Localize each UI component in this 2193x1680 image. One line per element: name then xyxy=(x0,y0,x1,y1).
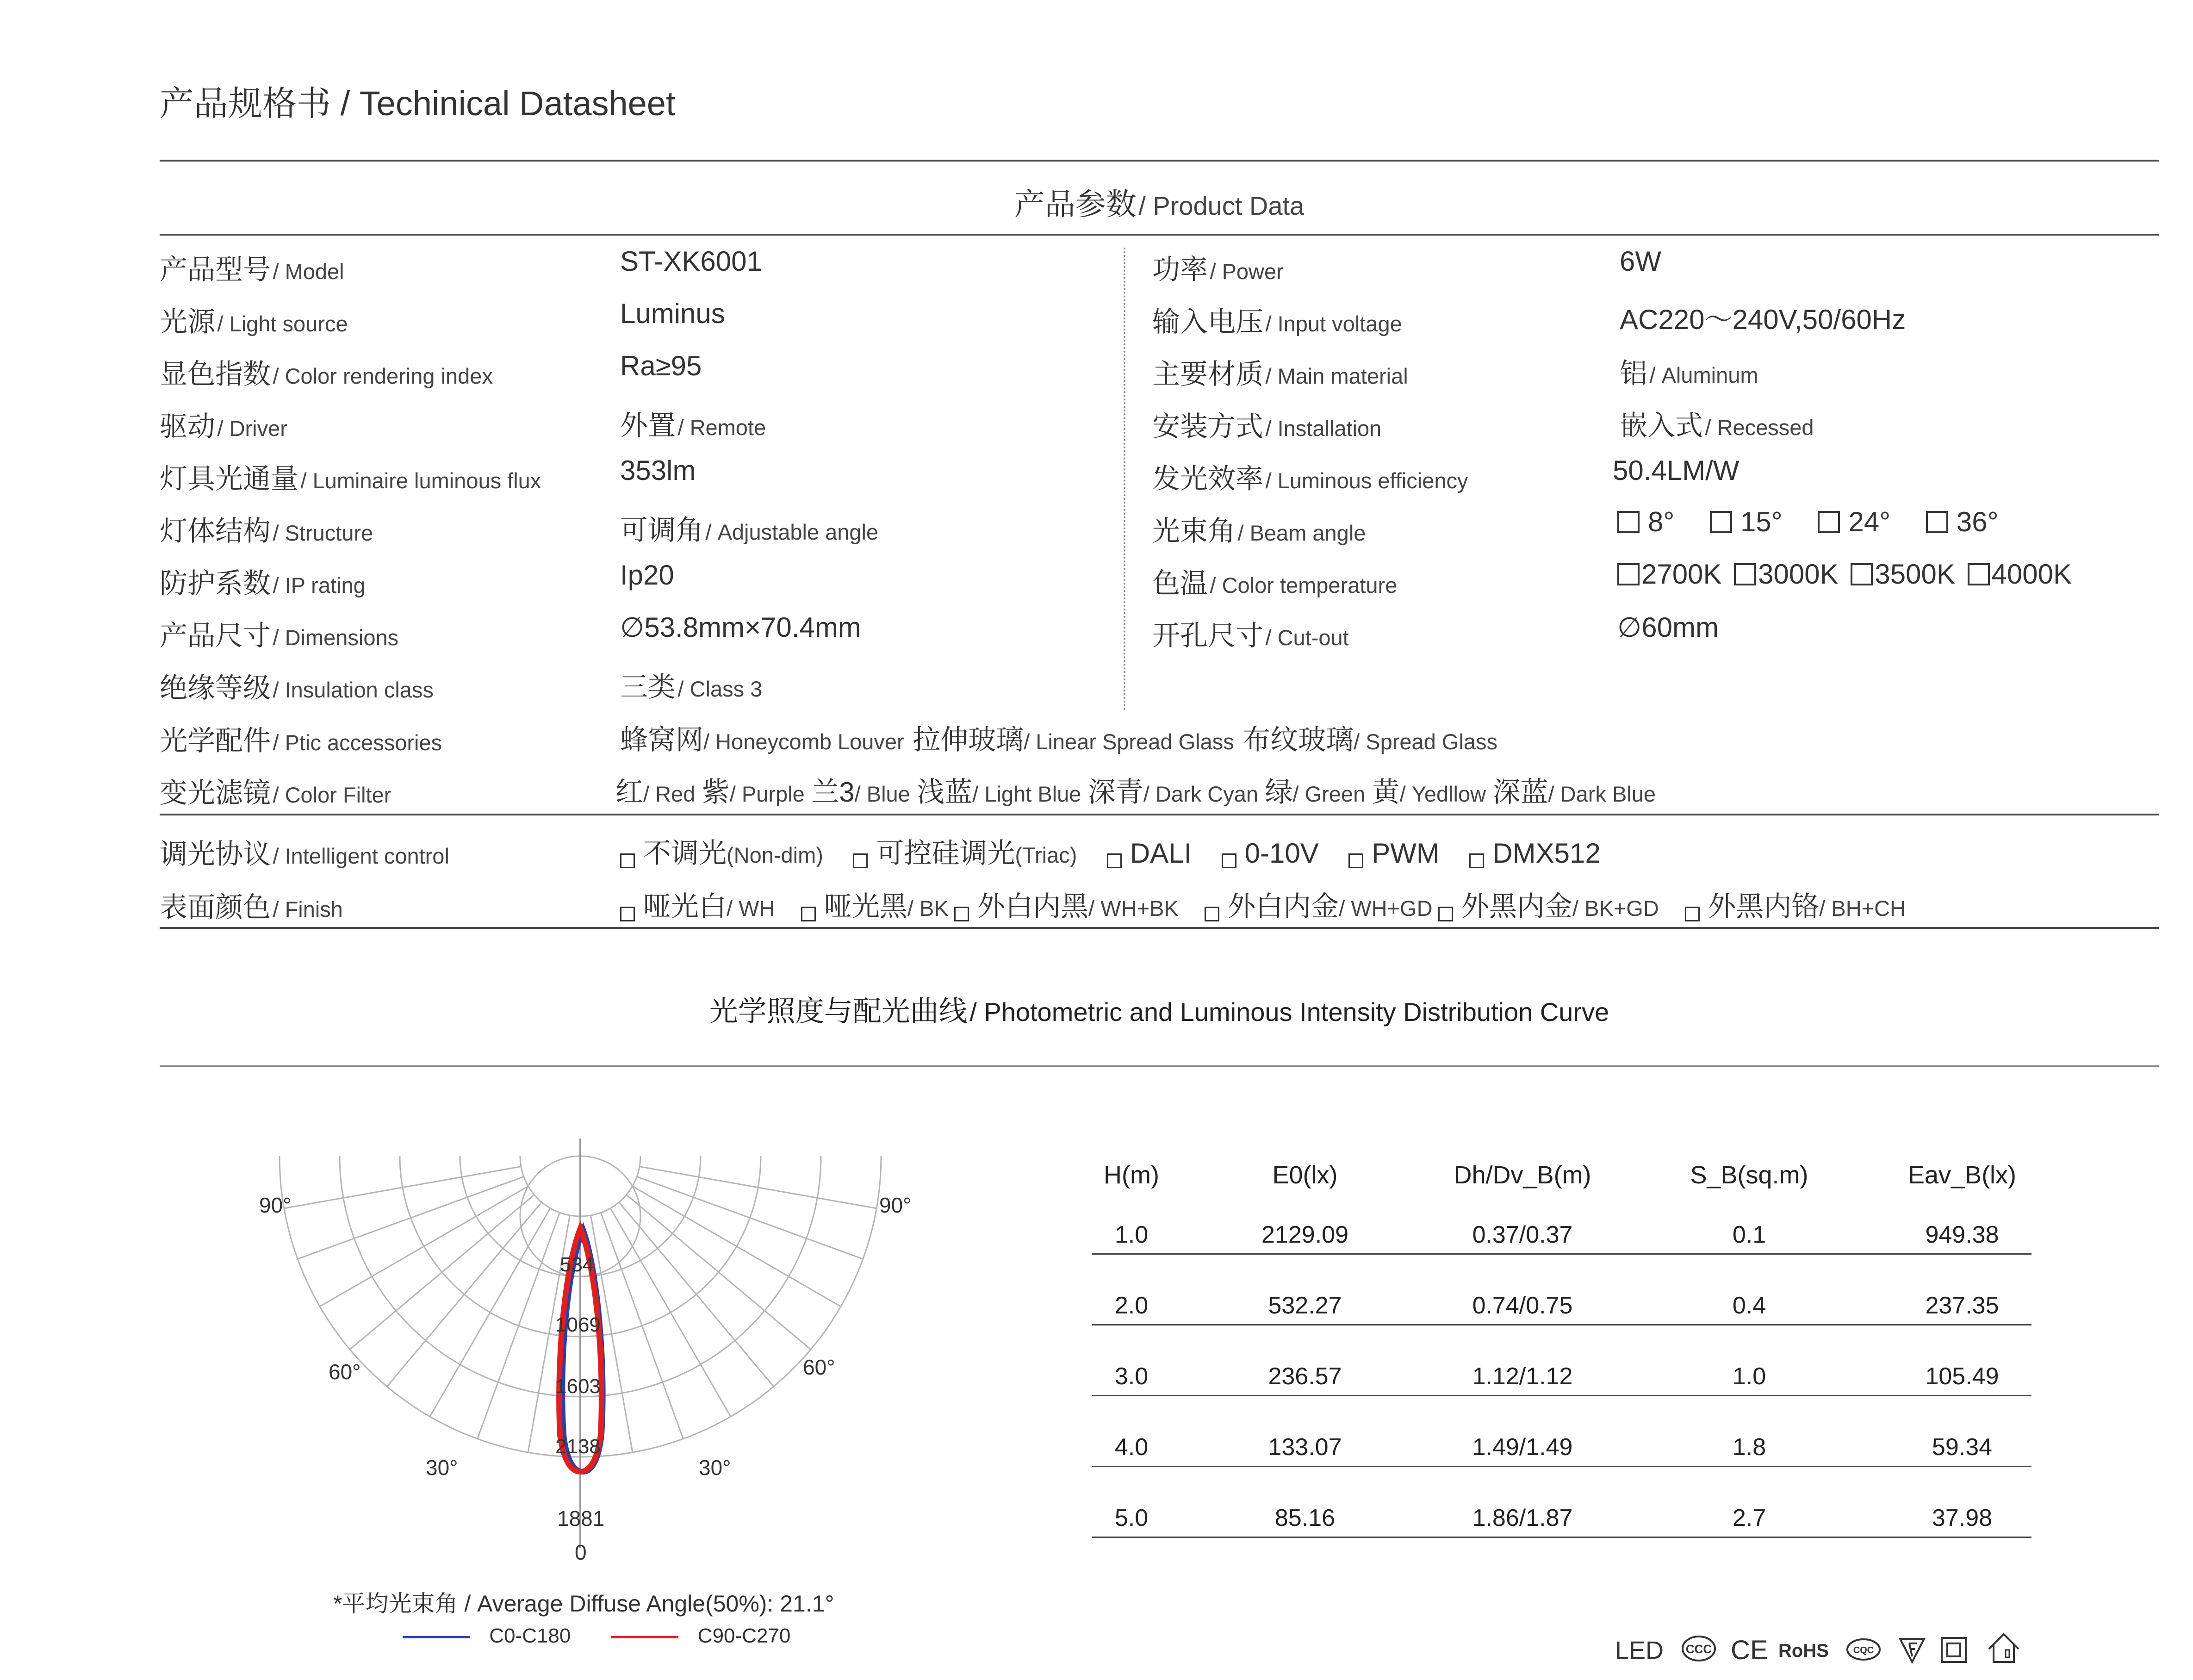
table-header: Eav_B(lx) xyxy=(1907,1161,2017,1189)
spec-row-installation xyxy=(1152,404,1381,444)
spec-value-cutout: ∅60mm xyxy=(1617,612,1719,643)
grid-radial xyxy=(478,1213,560,1439)
table-cell: 1.8 xyxy=(1732,1434,1766,1461)
grid-radial xyxy=(430,1208,550,1417)
cct-option-3500k[interactable]: 3500K xyxy=(1851,559,1955,590)
optics-item-cn: 拉伸玻璃 xyxy=(913,724,1024,755)
spec-label-en: / Input voltage xyxy=(1265,311,1402,336)
svg-text:CCC: CCC xyxy=(1685,1642,1712,1656)
checkbox[interactable] xyxy=(853,853,868,868)
spec-label-en: / Power xyxy=(1210,259,1284,284)
spec-label-cn: 开孔尺寸 xyxy=(1152,620,1263,651)
checkbox[interactable] xyxy=(1968,563,1990,585)
finish-option-wh-gd[interactable]: 外白内金/ WH+GD xyxy=(1205,910,1432,918)
table-cell: 37.98 xyxy=(1932,1505,1993,1531)
checkbox[interactable] xyxy=(620,853,635,868)
checkbox[interactable] xyxy=(954,907,969,921)
table-cell: 237.35 xyxy=(1925,1292,1999,1319)
spec-row-optics xyxy=(160,719,442,759)
optics-items xyxy=(620,718,1497,758)
spec-label-en: / Installation xyxy=(1265,416,1382,441)
spec-row-efficiency xyxy=(1152,457,1468,497)
beam-option-24[interactable]: 24° xyxy=(1818,506,1890,537)
grid-radial xyxy=(633,1186,841,1307)
ccc-icon xyxy=(1681,1635,1717,1662)
beam-option-36[interactable]: 36° xyxy=(1926,506,1999,537)
section-title-en: / Product Data xyxy=(1138,191,1305,220)
spec-value-light-source: Luminus xyxy=(620,298,725,329)
spec-label-cn: 绝缘等级 xyxy=(160,672,271,703)
spec-label-cn: 产品型号 xyxy=(160,254,271,285)
grid-radial xyxy=(350,1195,534,1350)
spec-label-cn: 变光滤镜 xyxy=(160,778,271,809)
divider xyxy=(160,234,2159,236)
spec-row-filter xyxy=(160,771,391,811)
spec-row-control xyxy=(160,832,449,872)
spec-label-cn: 功率 xyxy=(1152,254,1208,285)
legend-swatch-blue xyxy=(403,1636,470,1638)
table-cell: 2129.09 xyxy=(1261,1221,1348,1248)
table-cell: 3.0 xyxy=(1114,1363,1149,1390)
spec-value-installation xyxy=(1620,404,1814,443)
spec-row-finish xyxy=(160,885,343,925)
spec-label-cn: 安装方式 xyxy=(1152,411,1263,442)
table-row-divider xyxy=(1092,1537,2031,1538)
legend-item-c90-c270: C90-C270 xyxy=(611,1624,791,1647)
section-title-cn: 光学照度与配光曲线 xyxy=(709,996,968,1027)
spec-label-en: / Color rendering index xyxy=(273,364,493,388)
spec-row-color-temp xyxy=(1152,561,1397,601)
divider xyxy=(160,814,2159,815)
section-title-photometric xyxy=(160,988,2159,1029)
spec-value-model: ST-XK6001 xyxy=(620,246,762,277)
spec-value-cn: 铝 xyxy=(1620,358,1647,389)
table-cell: 105.49 xyxy=(1925,1363,1999,1390)
control-options xyxy=(620,831,1601,871)
angle-label-60-right: 60° xyxy=(803,1355,835,1379)
spec-label-cn: 灯具光通量 xyxy=(160,463,298,494)
spec-value-cn: 外置 xyxy=(620,410,676,441)
grid-ring xyxy=(580,1156,640,1216)
beam-angle-options xyxy=(1617,506,1999,538)
grid-radial xyxy=(387,1202,541,1387)
finish-option-wh-bk[interactable]: 外白内黑/ WH+BK xyxy=(954,910,1179,918)
table-row-divider xyxy=(1092,1466,2031,1467)
checkbox[interactable] xyxy=(620,907,635,921)
optics-item-cn: 布纹玻璃 xyxy=(1242,724,1354,755)
table-header: H(m) xyxy=(1104,1161,1159,1189)
spec-row-material xyxy=(1152,352,1408,392)
spec-row-dimensions xyxy=(160,614,398,653)
spec-label-cn: 显色指数 xyxy=(160,359,271,390)
spec-label-en: / Color Filter xyxy=(273,783,391,807)
spec-value-dimensions: ∅53.8mm×70.4mm xyxy=(620,612,861,643)
checkbox[interactable] xyxy=(1222,853,1236,868)
spec-label-cn: 主要材质 xyxy=(1152,359,1263,390)
checkbox[interactable] xyxy=(1469,853,1484,868)
beam-option-15[interactable]: 15° xyxy=(1710,506,1783,537)
control-option-0-10v[interactable]: 0-10V xyxy=(1222,857,1319,865)
spec-label-en: / Color temperature xyxy=(1210,573,1398,597)
control-option-triac[interactable]: 可控硅调光(Triac) xyxy=(853,857,1077,865)
table-cell: 949.38 xyxy=(1925,1221,1999,1248)
optics-item-en: / Spread Glass xyxy=(1354,729,1498,754)
cqc-icon xyxy=(1845,1637,1882,1661)
column-separator xyxy=(1124,248,1125,710)
table-cell: 236.57 xyxy=(1268,1363,1342,1390)
grid-ring xyxy=(520,1156,580,1216)
spec-row-flux xyxy=(160,457,541,497)
spec-row-model xyxy=(160,248,344,287)
spec-value-power: 6W xyxy=(1620,246,1661,277)
spec-value-cri: Ra≥95 xyxy=(620,350,702,381)
divider xyxy=(160,160,2159,162)
checkbox[interactable] xyxy=(1851,563,1873,585)
finish-option-bh-ch[interactable]: 外黑内铬/ BH+CH xyxy=(1685,910,1906,918)
spec-value-en: / Aluminum xyxy=(1649,363,1758,387)
spec-label-cn: 灯体结构 xyxy=(160,516,271,547)
spec-label-en: / Insulation class xyxy=(273,678,434,702)
table-cell: 1.86/1.87 xyxy=(1472,1505,1573,1531)
grid-radial xyxy=(637,1176,863,1259)
spec-label-en: / Main material xyxy=(1265,364,1408,388)
cct-option-4000k[interactable]: 4000K xyxy=(1968,559,2072,590)
table-cell: 0.37/0.37 xyxy=(1472,1221,1573,1248)
spec-label-cn: 光束角 xyxy=(1152,516,1236,547)
section-title-product-data xyxy=(160,180,2159,224)
control-option-dali[interactable]: DALI xyxy=(1107,857,1192,865)
spec-value-en: / Class 3 xyxy=(677,677,763,701)
finish-option-bk-gd[interactable]: 外黑内金/ BK+GD xyxy=(1438,910,1659,918)
spec-label-en: / Luminaire luminous flux xyxy=(300,468,541,493)
table-cell: 59.34 xyxy=(1932,1434,1993,1461)
spec-value-en: / Remote xyxy=(677,415,766,440)
checkbox[interactable] xyxy=(1734,563,1756,585)
table-row-divider xyxy=(1092,1253,2031,1255)
checkbox[interactable] xyxy=(1205,907,1219,921)
spec-row-beam-angle xyxy=(1152,509,1366,549)
spec-label-en: / Dimensions xyxy=(273,625,399,650)
spec-row-cri xyxy=(160,352,493,392)
table-cell: 1.12/1.12 xyxy=(1472,1363,1573,1390)
checkbox[interactable] xyxy=(1348,853,1363,868)
control-option-pwm[interactable]: PWM xyxy=(1348,857,1440,865)
checkbox[interactable] xyxy=(1617,511,1640,533)
cct-option-3000k[interactable]: 3000K xyxy=(1734,559,1839,590)
table-cell: 85.16 xyxy=(1274,1505,1336,1531)
table-row-divider xyxy=(1092,1395,2031,1396)
beam-option-8[interactable]: 8° xyxy=(1617,506,1674,537)
spec-label-en: / Finish xyxy=(273,897,343,921)
angle-label-60-left: 60° xyxy=(329,1360,361,1384)
table-cell: 133.07 xyxy=(1268,1434,1342,1461)
checkbox[interactable] xyxy=(1685,907,1700,921)
checkbox[interactable] xyxy=(801,907,816,921)
section-title-cn: 产品参数 xyxy=(1014,187,1137,221)
spec-label-cn: 调光协议 xyxy=(160,839,271,870)
spec-value-en: / Adjustable angle xyxy=(705,520,879,544)
optics-item-en: / Linear Spread Glass xyxy=(1024,729,1234,754)
grid-radial xyxy=(601,1213,683,1439)
spec-value-material xyxy=(1620,351,1758,391)
grid-radial xyxy=(284,1167,521,1208)
ring-label: 2138 xyxy=(555,1435,601,1458)
optics-item-cn: 蜂窝网 xyxy=(620,724,703,755)
spec-label-en: / Light source xyxy=(217,311,348,336)
table-cell: 0.4 xyxy=(1732,1292,1766,1319)
filter-items: 红/ Red 紫/ Purple 兰3/ Blue 浅蓝/ Light Blue 深青/ Dark Cyan 绿/ Green 黄/ Yedllow 深蓝/ Dark Blue xyxy=(615,777,1656,808)
finish-option-wh[interactable]: 哑光白/ WH xyxy=(620,910,775,918)
spec-value-ip: Ip20 xyxy=(620,560,674,591)
table-cell: 2.7 xyxy=(1732,1505,1766,1531)
page-title-en: / Techinical Datasheet xyxy=(340,84,676,123)
table-cell: 2.0 xyxy=(1114,1292,1149,1319)
indoor-use-icon xyxy=(1985,1631,2022,1665)
spec-value-cn: 三类 xyxy=(620,672,676,703)
table-header: S_B(sq.m) xyxy=(1690,1161,1808,1189)
legend-swatch-red xyxy=(611,1636,678,1638)
spec-label-en: / Structure xyxy=(273,521,373,545)
spec-row-power xyxy=(1152,248,1284,287)
table-cell: 532.27 xyxy=(1268,1292,1342,1319)
table-header: E0(lx) xyxy=(1272,1161,1338,1189)
rohs-mark: RoHS xyxy=(1778,1641,1829,1661)
table-cell: 4.0 xyxy=(1114,1434,1149,1461)
chart-legend xyxy=(403,1624,790,1648)
spec-label-en: / IP rating xyxy=(273,573,366,597)
spec-row-light-source xyxy=(160,300,348,340)
spec-value-efficiency: 50.4LM/W xyxy=(1613,455,1739,486)
grid-radial xyxy=(298,1176,524,1259)
spec-value-driver xyxy=(620,404,766,443)
optics-item-en: / Honeycomb Louver xyxy=(703,729,904,754)
grid-radial xyxy=(627,1195,811,1350)
spec-row-input-voltage xyxy=(1152,300,1402,340)
spec-label-en: / Ptic accessories xyxy=(273,730,442,755)
spec-label-cn: 输入电压 xyxy=(1152,306,1263,337)
grid-radial xyxy=(320,1186,528,1307)
spec-label-cn: 防护系数 xyxy=(160,568,271,599)
grid-radial xyxy=(640,1167,876,1208)
spec-label-en: / Model xyxy=(273,259,344,284)
spec-label-en: / Intelligent control xyxy=(273,844,449,868)
polar-intensity-chart xyxy=(241,1120,963,1574)
spec-label-cn: 光学配件 xyxy=(160,725,271,756)
page-title-cn: 产品规格书 xyxy=(160,84,331,123)
led-mark: LED xyxy=(1615,1636,1664,1664)
table-header: Dh/Dv_B(m) xyxy=(1454,1161,1591,1189)
table-row-divider xyxy=(1092,1324,2031,1325)
spec-label-cn: 驱动 xyxy=(160,411,215,442)
section-title-en: / Photometric and Luminous Intensity Distribution Curve xyxy=(969,997,1609,1027)
checkbox[interactable] xyxy=(1438,907,1453,921)
spec-label-cn: 光源 xyxy=(160,306,215,337)
ring-label: 534 xyxy=(560,1253,594,1276)
spec-value-input-voltage: AC220～240V,50/60Hz xyxy=(1620,304,1906,335)
svg-text:CQC: CQC xyxy=(1853,1645,1874,1655)
angle-label-0: 0 xyxy=(575,1540,587,1564)
angle-label-90-left: 90° xyxy=(259,1193,292,1217)
spec-label-cn: 发光效率 xyxy=(1152,463,1263,494)
divider xyxy=(160,927,2159,929)
spec-label-cn: 色温 xyxy=(1152,568,1208,599)
spec-label-cn: 表面颜色 xyxy=(160,892,271,923)
spec-value-cn: 可调角 xyxy=(620,515,703,546)
table-cell: 1.0 xyxy=(1732,1363,1766,1390)
finish-option-bk[interactable]: 哑光黑/ BK xyxy=(801,910,949,918)
spec-row-ip xyxy=(160,561,366,601)
spec-value-cn: 嵌入式 xyxy=(1620,410,1703,441)
table-cell: 1.0 xyxy=(1114,1221,1149,1248)
ring-label: 1069 xyxy=(555,1313,601,1336)
table-cell: 0.74/0.75 xyxy=(1472,1292,1573,1319)
divider xyxy=(160,1065,2159,1067)
color-temp-options xyxy=(1617,558,2072,590)
table-cell: 5.0 xyxy=(1114,1505,1149,1531)
control-option-dmx512[interactable]: DMX512 xyxy=(1469,857,1600,865)
ce-mark: CE xyxy=(1731,1635,1768,1665)
table-cell: 0.1 xyxy=(1732,1221,1766,1248)
spec-value-structure xyxy=(620,508,878,548)
grid-radial xyxy=(610,1208,731,1417)
angle-label-30-left: 30° xyxy=(426,1456,458,1480)
checkbox[interactable] xyxy=(1617,563,1640,585)
spec-value-flux: 353lm xyxy=(620,455,696,486)
ring-label: 1603 xyxy=(555,1375,601,1398)
control-option-non-dim[interactable]: 不调光(Non-dim) xyxy=(620,857,823,865)
spec-label-en: / Luminous efficiency xyxy=(1265,468,1468,493)
angle-label-90-right: 90° xyxy=(879,1193,912,1217)
spec-label-en: / Beam angle xyxy=(1237,521,1366,545)
angle-label-30-right: 30° xyxy=(699,1456,731,1480)
spec-row-insulation xyxy=(160,666,434,706)
spec-row-structure xyxy=(160,509,373,549)
class-ii-icon xyxy=(1940,1636,1968,1664)
spec-value-insulation xyxy=(620,665,762,705)
spec-label-en: / Driver xyxy=(217,416,287,441)
bottom-value-label: 1881 xyxy=(557,1506,605,1531)
legend-item-c0-c180: C0-C180 xyxy=(403,1624,577,1647)
average-diffuse-angle-note: *平均光束角 / Average Diffuse Angle(50%): 21.1° xyxy=(333,1591,834,1617)
spec-label-cn: 产品尺寸 xyxy=(160,620,271,651)
cct-option-2700k[interactable]: 2700K xyxy=(1617,559,1722,590)
spec-row-cutout xyxy=(1152,614,1349,653)
checkbox[interactable] xyxy=(1926,511,1948,533)
spec-value-en: / Recessed xyxy=(1705,415,1814,440)
f-mark-icon xyxy=(1898,1636,1926,1664)
table-cell: 1.49/1.49 xyxy=(1472,1434,1573,1461)
page-title xyxy=(160,76,676,125)
checkbox[interactable] xyxy=(1818,511,1840,533)
grid-radial xyxy=(619,1202,774,1387)
spec-label-en: / Cut-out xyxy=(1265,625,1349,650)
checkbox[interactable] xyxy=(1710,511,1732,533)
checkbox[interactable] xyxy=(1107,853,1122,868)
finish-options xyxy=(620,884,1906,924)
spec-row-driver xyxy=(160,404,287,444)
